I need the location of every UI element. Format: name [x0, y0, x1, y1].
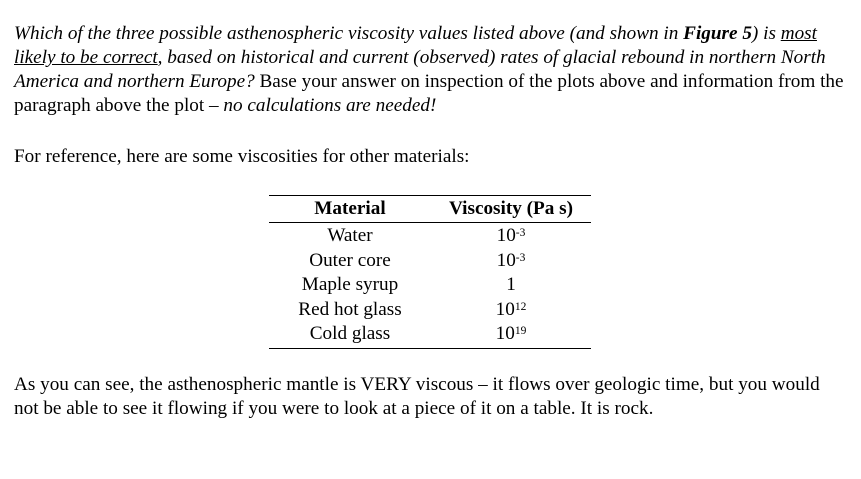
header-material: Material: [269, 196, 431, 223]
question-text-part3: , based on historical and current (observed) rates of glacial rebound in northern North America and northern Europe?: [14, 47, 826, 92]
viscosity-cell: [431, 223, 591, 249]
question-text-part1: Which of the three possible asthenospheric viscosity values listed above (and shown in: [14, 23, 684, 44]
viscosity-exponent: 19: [514, 325, 527, 338]
question-text-is: is: [758, 23, 781, 44]
viscosity-table: [269, 195, 591, 349]
viscosity-exponent: 12: [514, 300, 527, 313]
question-block: [14, 22, 849, 118]
figure-reference: Figure 5: [683, 23, 752, 44]
viscosity-base: 1: [506, 274, 516, 296]
viscosity-base: 10: [496, 249, 516, 271]
material-cell: Cold glass: [309, 323, 391, 345]
viscosity-base: 10: [495, 298, 515, 320]
question-text-part4: Base your answer on inspection of the plots above and information from the paragraph above the plot –: [14, 71, 844, 116]
table-header-row: [269, 196, 591, 223]
viscosity-base: 10: [495, 323, 515, 345]
table-row: [269, 223, 591, 249]
viscosity-exponent: -3: [515, 251, 526, 264]
viscosity-exponent: -3: [515, 226, 526, 239]
material-cell: Maple syrup: [301, 274, 399, 296]
conclusion-paragraph: As you can see, the asthenospheric mantle is VERY viscous – it flows over geologic time, but you would not be able to see it flowing if you were to look at a piece of it on a table. It is rock.: [14, 374, 820, 419]
table-row: [269, 249, 591, 274]
material-cell: Outer core: [309, 249, 391, 271]
table-row: [269, 273, 591, 298]
material-cell: Water: [327, 225, 373, 246]
material-cell: Red hot glass: [298, 298, 402, 320]
underlined-phrase: most likely to be correct: [14, 23, 817, 68]
viscosity-cell: [431, 273, 591, 298]
table-body: [269, 223, 591, 349]
viscosity-cell: [431, 322, 591, 348]
viscosity-cell: [431, 298, 591, 323]
question-paragraph: [14, 22, 849, 118]
reference-intro: For reference, here are some viscosities for other materials:: [14, 146, 470, 167]
question-text-part5: no calculations are needed!: [223, 95, 437, 116]
header-viscosity: Viscosity (Pa s): [431, 196, 591, 223]
table-row: [269, 298, 591, 323]
table-row: [269, 322, 591, 348]
question-text-part2: ): [751, 23, 759, 44]
viscosity-base: 10: [496, 225, 516, 246]
viscosity-cell: [431, 249, 591, 274]
